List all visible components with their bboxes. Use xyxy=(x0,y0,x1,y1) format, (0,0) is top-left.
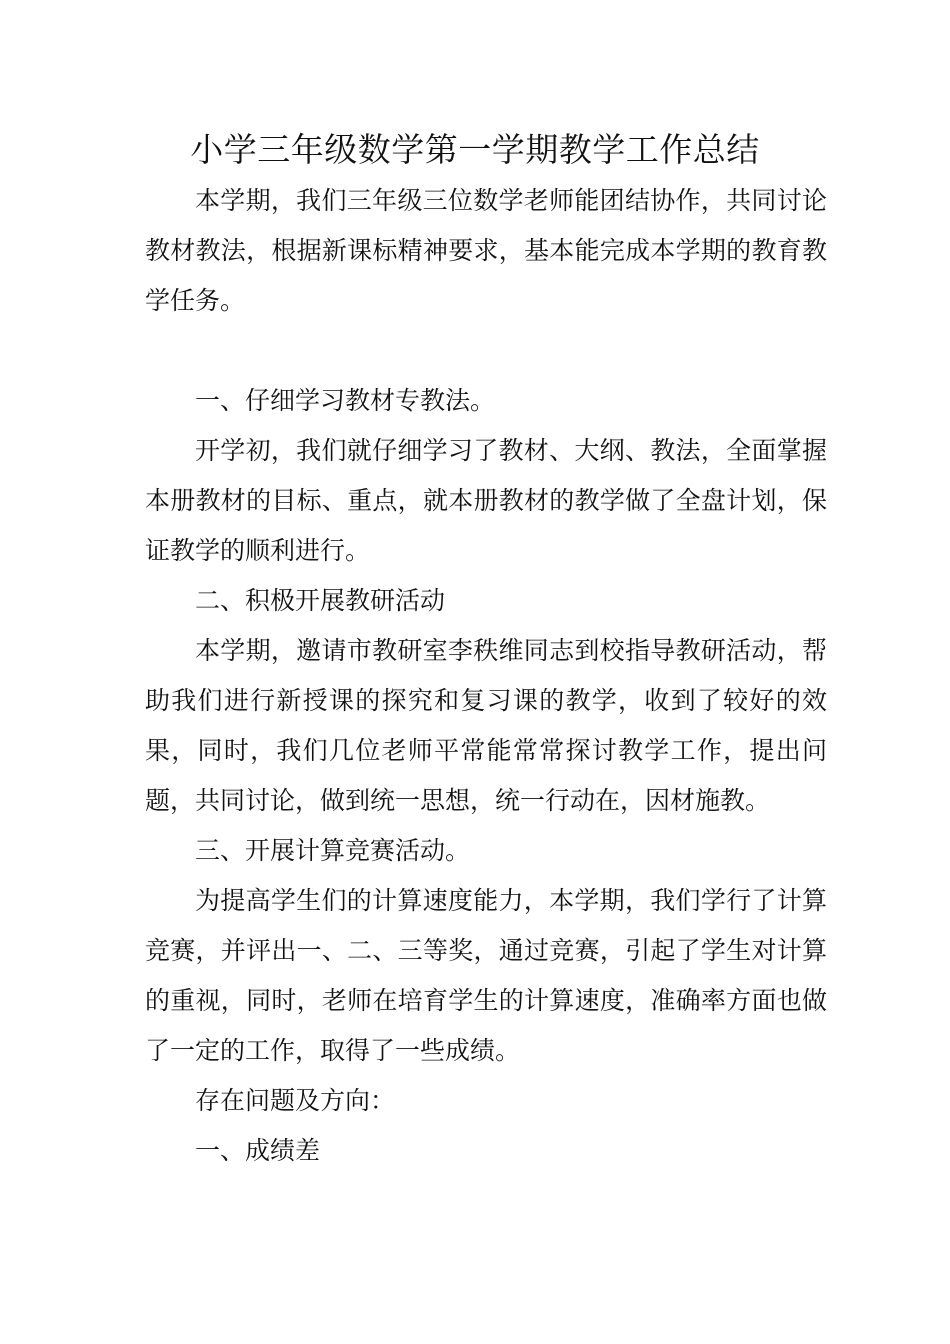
section-heading-3: 三、开展计算竞赛活动。 xyxy=(195,836,471,865)
section-paragraph-3: 为提高学生们的计算速度能力，本学期，我们学行了计算竞赛，并评出一、二、三等奖，通过竞赛，引起了学生对计算的重视，同时，老师在培育学生的计算速度，准确率方面也做了一定的工作，取得了一些成绩。 xyxy=(145,886,827,1065)
section-paragraph-2: 本学期，邀请市教研室李秩维同志到校指导教研活动，帮助我们进行新授课的探究和复习课的教学，收到了较好的效果，同时，我们几位老师平常能常常探讨教学工作，提出问题，共同讨论，做到统一思想，统一行动在，因材施教。 xyxy=(145,636,827,815)
document-body xyxy=(145,176,827,1176)
section-heading-2: 二、积极开展教研活动 xyxy=(195,586,446,615)
problem-item-1: 一、成绩差 xyxy=(195,1136,321,1165)
document-title: 小学三年级数学第一学期教学工作总结 xyxy=(190,130,760,169)
problems-heading: 存在问题及方向： xyxy=(195,1086,396,1115)
blank-line xyxy=(145,326,827,376)
section-paragraph-1: 开学初，我们就仔细学习了教材、大纲、教法，全面掌握本册教材的目标、重点，就本册教材的教学做了全盘计划，保证教学的顺利进行。 xyxy=(145,436,827,565)
intro-paragraph: 本学期，我们三年级三位数学老师能团结协作，共同讨论教材教法，根据新课标精神要求，基本能完成本学期的教育教学任务。 xyxy=(145,186,827,315)
section-heading-1: 一、仔细学习教材专教法。 xyxy=(195,386,496,415)
